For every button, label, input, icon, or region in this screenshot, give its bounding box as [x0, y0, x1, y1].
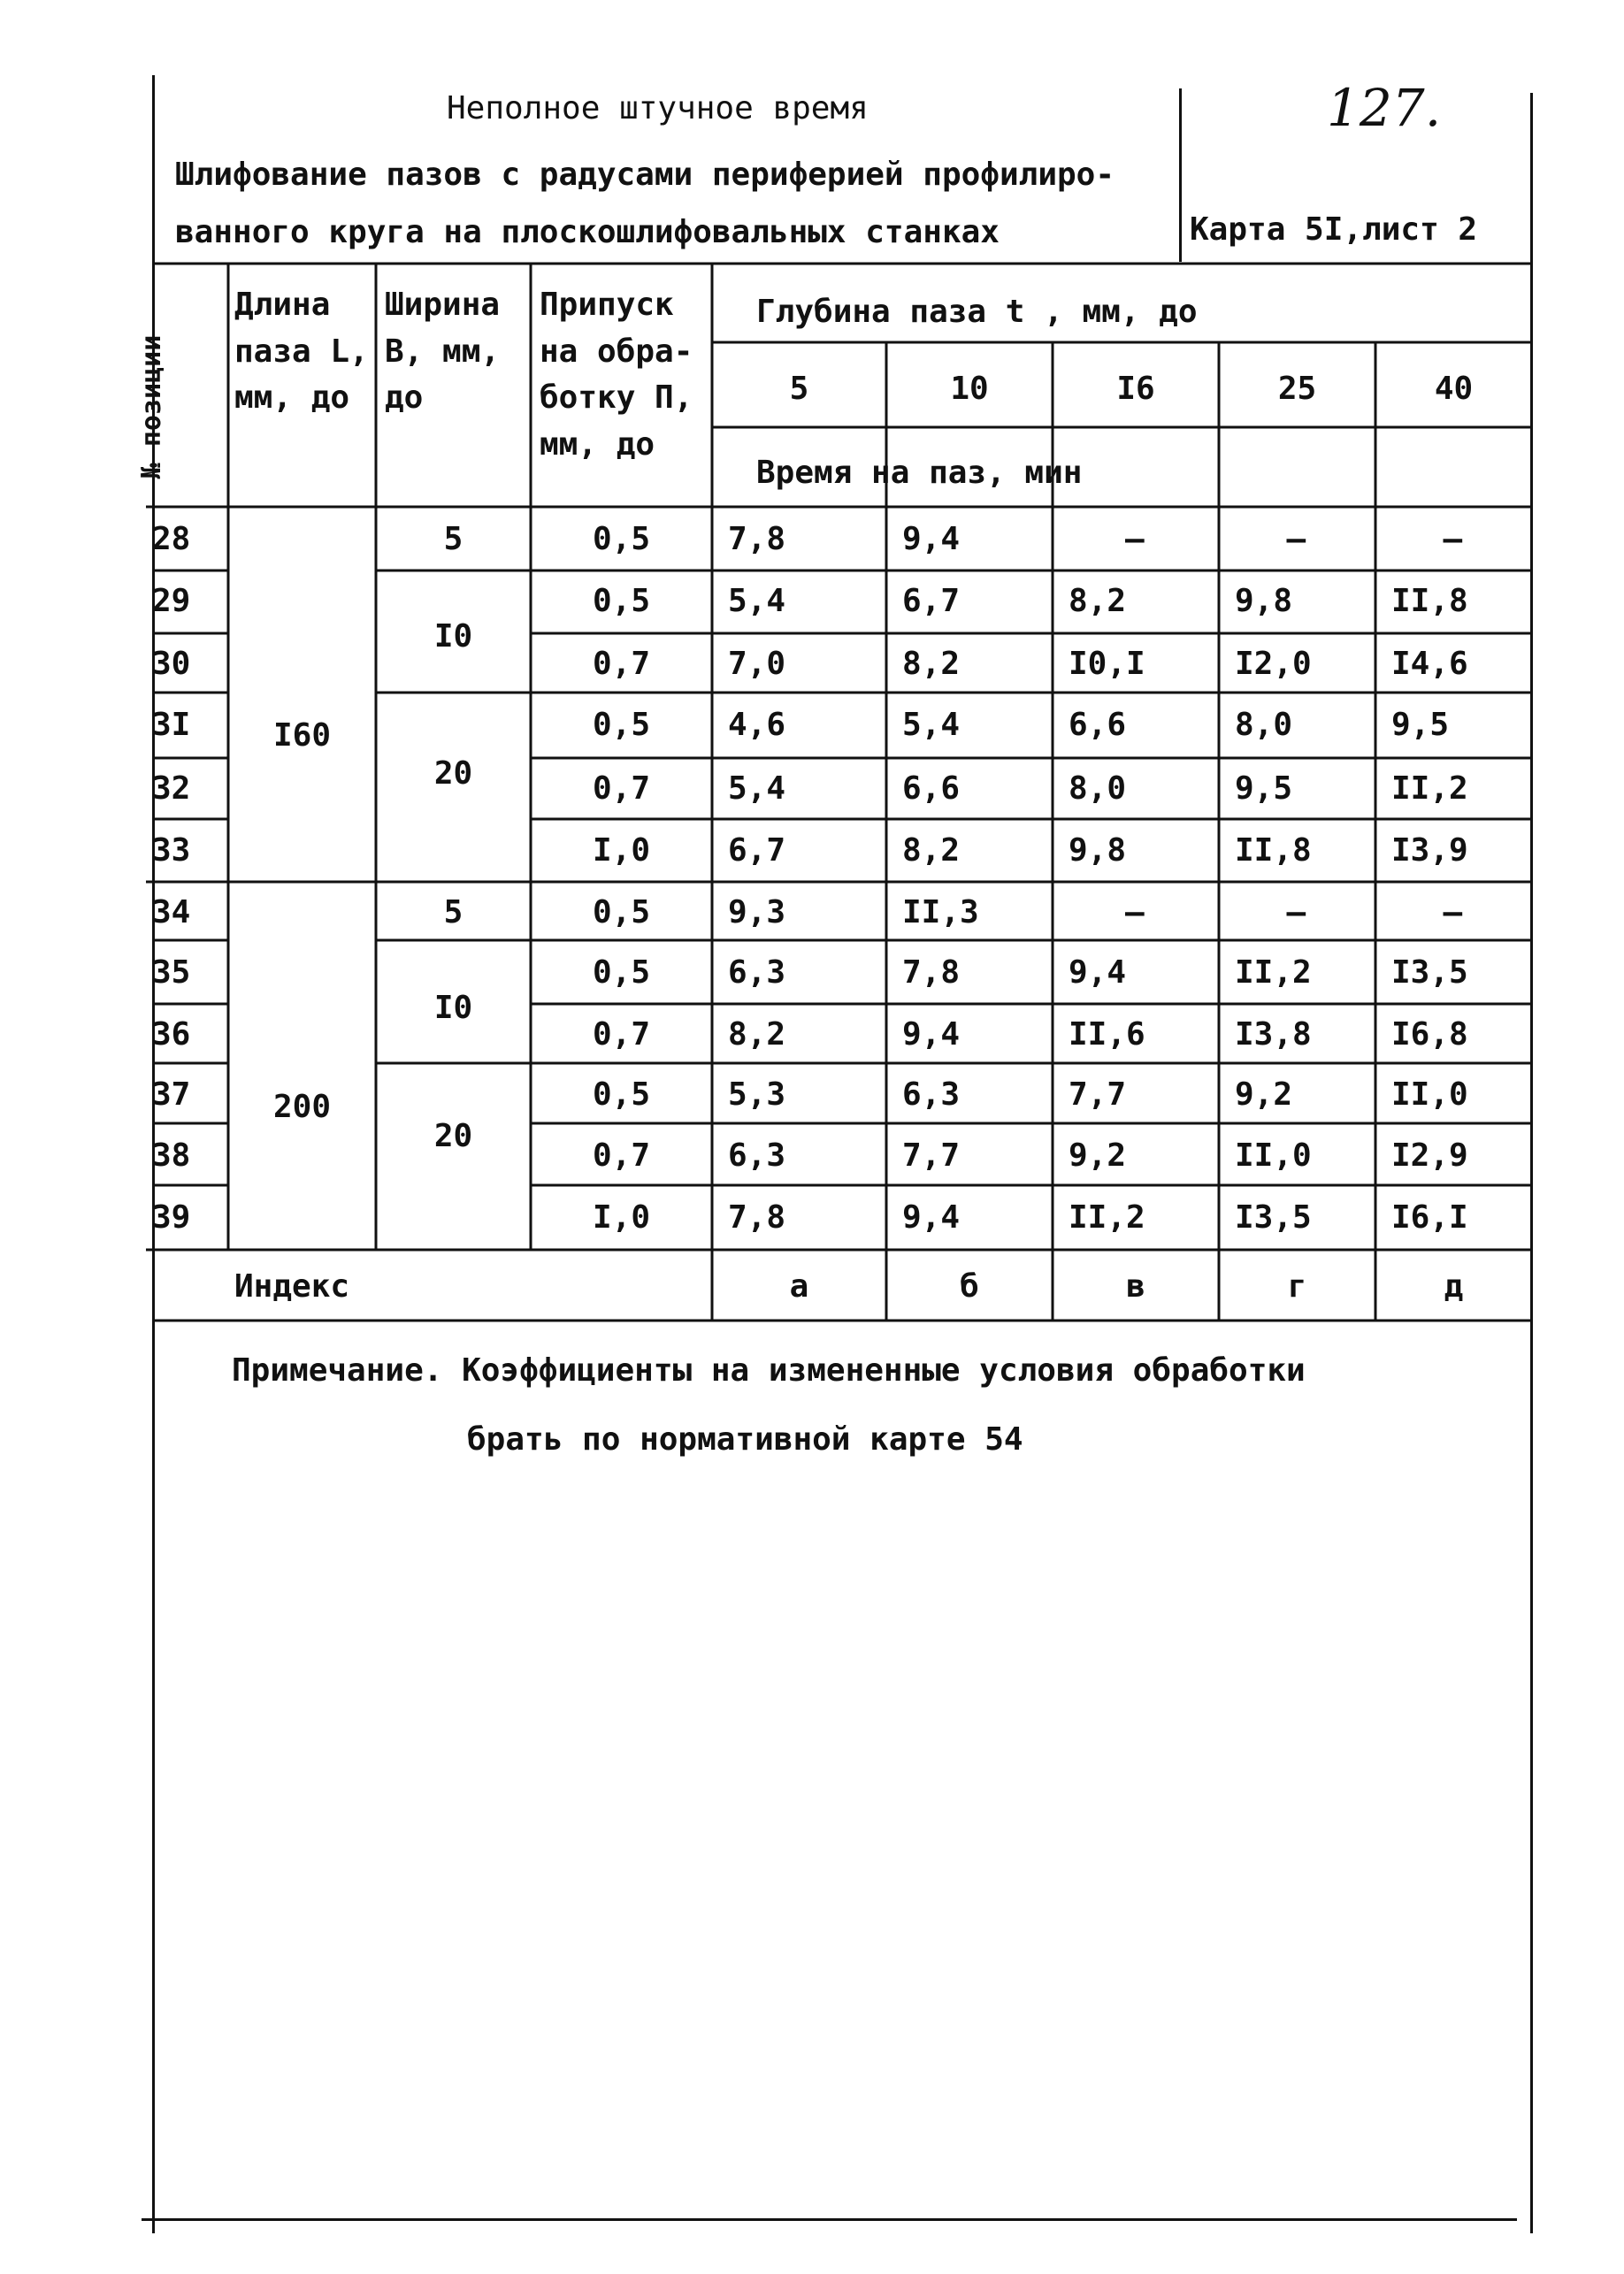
time-cell: –: [1286, 894, 1306, 930]
time-cell: I2,0: [1235, 646, 1312, 682]
header-line3: ванного круга на плоскошлифовальных станках: [175, 214, 1000, 250]
time-cell: 6,7: [902, 583, 961, 619]
depth-16: I6: [1116, 371, 1155, 407]
time-cell: II,3: [902, 894, 979, 930]
depth-header: Глубина паза t , мм, до: [756, 294, 1198, 330]
time-cell: I2,9: [1391, 1137, 1468, 1174]
allowance-cell: 0,5: [592, 1076, 651, 1113]
allowance-cell: 0,5: [592, 954, 651, 991]
time-cell: II,2: [1235, 954, 1312, 991]
time-cell: 6,3: [728, 1137, 786, 1174]
depth-5: 5: [789, 371, 809, 407]
time-cell: 7,8: [902, 954, 961, 991]
time-cell: –: [1125, 521, 1145, 557]
time-cell: II,8: [1235, 832, 1312, 869]
allowance-cell: I,0: [592, 1199, 651, 1236]
time-cell: 9,4: [902, 1016, 961, 1053]
header-line1: Неполное штучное время: [447, 90, 869, 126]
length-cell: I60: [272, 717, 332, 754]
index-v: в: [1126, 1268, 1145, 1305]
index-a: а: [789, 1268, 809, 1305]
time-cell: I6,8: [1391, 1016, 1468, 1053]
time-cell: 7,0: [728, 646, 786, 682]
time-cell: II,0: [1235, 1137, 1312, 1174]
note-line1: Примечание. Коэффициенты на измененные условия обработки: [232, 1352, 1306, 1389]
allowance-header-1: Припуск: [540, 287, 674, 323]
width-header-1: Ширина: [385, 287, 501, 323]
width-cell: I0: [433, 618, 473, 655]
allowance-header-4: мм, до: [540, 426, 655, 463]
width-cell: 20: [433, 1118, 473, 1154]
time-cell: 5,3: [728, 1076, 786, 1113]
time-cell: 9,4: [902, 521, 961, 557]
time-cell: 4,6: [728, 707, 786, 743]
position-cell: 29: [152, 583, 191, 619]
time-cell: II,0: [1391, 1076, 1468, 1113]
position-cell: 3I: [152, 707, 191, 743]
time-cell: 9,5: [1235, 770, 1293, 807]
allowance-header-3: ботку П,: [540, 379, 693, 416]
width-cell: 20: [433, 755, 473, 792]
allowance-cell: 0,7: [592, 646, 651, 682]
width-header-2: В, мм,: [385, 333, 501, 370]
position-cell: 33: [152, 832, 191, 869]
time-cell: 6,6: [902, 770, 961, 807]
time-cell: I3,5: [1235, 1199, 1312, 1236]
time-header: Время на паз, мин: [756, 455, 1083, 491]
position-cell: 38: [152, 1137, 191, 1174]
time-cell: 5,4: [728, 770, 786, 807]
time-cell: 9,8: [1235, 583, 1293, 619]
time-cell: –: [1443, 521, 1463, 557]
length-header-1: Длина: [234, 287, 331, 323]
width-cell: I0: [433, 990, 473, 1026]
allowance-cell: 0,7: [592, 1016, 651, 1053]
time-cell: 7,7: [902, 1137, 961, 1174]
index-g: г: [1287, 1268, 1307, 1305]
index-d: д: [1444, 1268, 1464, 1305]
time-cell: I4,6: [1391, 646, 1468, 682]
allowance-cell: 0,5: [592, 583, 651, 619]
time-cell: 9,4: [902, 1199, 961, 1236]
position-cell: 39: [152, 1199, 191, 1236]
width-header-3: до: [385, 379, 424, 416]
time-cell: 6,3: [728, 954, 786, 991]
allowance-cell: 0,5: [592, 707, 651, 743]
time-cell: I3,5: [1391, 954, 1468, 991]
position-cell: 30: [152, 646, 191, 682]
length-header-3: мм, до: [234, 379, 350, 416]
position-cell: 37: [152, 1076, 191, 1113]
time-cell: 8,2: [1069, 583, 1127, 619]
time-cell: II,2: [1391, 770, 1468, 807]
time-cell: II,6: [1069, 1016, 1145, 1053]
position-cell: 34: [152, 894, 191, 930]
length-header-2: паза L,: [234, 333, 369, 370]
time-cell: 7,8: [728, 521, 786, 557]
time-cell: –: [1286, 521, 1306, 557]
position-cell: 35: [152, 954, 191, 991]
time-cell: 5,4: [902, 707, 961, 743]
allowance-cell: I,0: [592, 832, 651, 869]
time-cell: I6,I: [1391, 1199, 1468, 1236]
depth-25: 25: [1277, 371, 1317, 407]
position-cell: 32: [152, 770, 191, 807]
allowance-cell: 0,5: [592, 521, 651, 557]
time-cell: 5,4: [728, 583, 786, 619]
width-cell: 5: [443, 521, 463, 557]
time-cell: 8,2: [728, 1016, 786, 1053]
time-cell: 7,7: [1069, 1076, 1127, 1113]
time-cell: 8,2: [902, 832, 961, 869]
time-cell: 9,4: [1069, 954, 1127, 991]
time-cell: I0,I: [1069, 646, 1145, 682]
time-cell: 6,7: [728, 832, 786, 869]
time-cell: I3,8: [1235, 1016, 1312, 1053]
depth-40: 40: [1434, 371, 1474, 407]
time-cell: 7,8: [728, 1199, 786, 1236]
time-cell: 9,8: [1069, 832, 1127, 869]
index-label: Индекс: [234, 1268, 350, 1305]
time-cell: –: [1443, 894, 1463, 930]
position-header: № позиции: [136, 334, 167, 479]
page-number: 127.: [1327, 78, 1442, 138]
note-line2: брать по нормативной карте 54: [467, 1421, 1023, 1458]
depth-10: 10: [950, 371, 989, 407]
time-cell: II,2: [1069, 1199, 1145, 1236]
time-cell: 9,2: [1069, 1137, 1127, 1174]
time-cell: 9,2: [1235, 1076, 1293, 1113]
time-cell: 8,2: [902, 646, 961, 682]
time-cell: –: [1125, 894, 1145, 930]
time-cell: 9,3: [728, 894, 786, 930]
header-line2: Шлифование пазов с радусами периферией профилиро-: [175, 157, 1115, 193]
position-cell: 36: [152, 1016, 191, 1053]
allowance-cell: 0,5: [592, 894, 651, 930]
length-cell: 200: [272, 1089, 332, 1125]
index-b: б: [960, 1268, 979, 1305]
time-cell: 9,5: [1391, 707, 1450, 743]
card-reference: Карта 5I,лист 2: [1190, 211, 1478, 248]
time-cell: 6,3: [902, 1076, 961, 1113]
position-cell: 28: [152, 521, 191, 557]
time-cell: 8,0: [1235, 707, 1293, 743]
allowance-cell: 0,7: [592, 1137, 651, 1174]
width-cell: 5: [443, 894, 463, 930]
time-cell: I3,9: [1391, 832, 1468, 869]
time-cell: 8,0: [1069, 770, 1127, 807]
allowance-header-2: на обра-: [540, 333, 693, 370]
time-cell: II,8: [1391, 583, 1468, 619]
allowance-cell: 0,7: [592, 770, 651, 807]
time-cell: 6,6: [1069, 707, 1127, 743]
